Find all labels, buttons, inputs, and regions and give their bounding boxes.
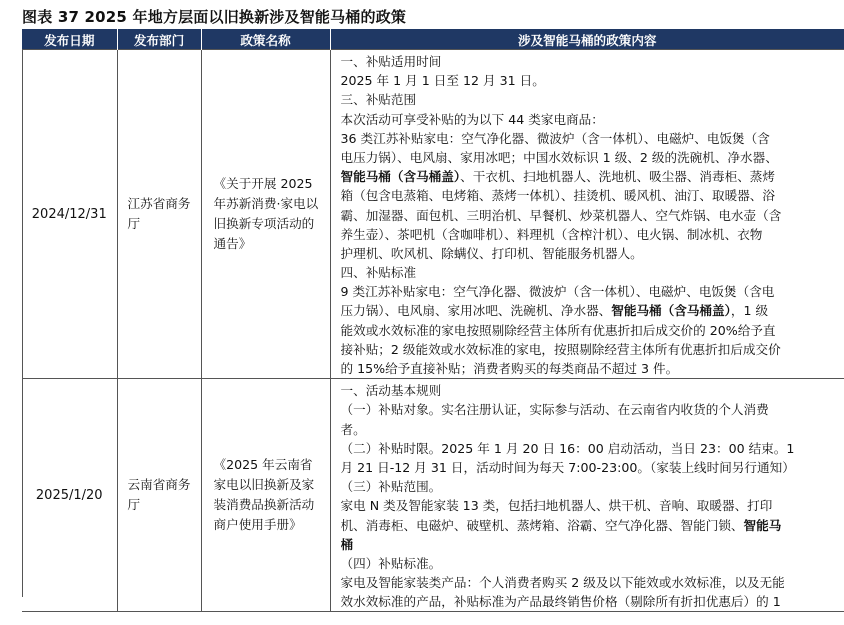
content-line bbox=[341, 167, 844, 186]
content-text: 机、消毒柜、电磁炉、破壁机、蒸烤箱、浴霸、空气净化器、智能门锁、 bbox=[340, 517, 744, 533]
content-text: 家电及智能家装类产品：个人消费者购买 2 级及以下能效或水效标准，以及无能 bbox=[340, 575, 785, 591]
content-line bbox=[341, 554, 844, 573]
highlight-text: 智能马桶（含马桶盖） bbox=[340, 169, 461, 185]
content-text: 能效或水效标准的家电按照剔除经营主体所有优惠折扣后成交价的 20%给予直 bbox=[340, 322, 776, 338]
content-line bbox=[341, 400, 844, 419]
table-left-border bbox=[22, 49, 23, 597]
content-text: 效水效标准的产品，补贴标准为产品最终销售价格（剔除所有折扣优惠后）的 1 bbox=[340, 594, 781, 610]
content-text: 一、补贴适用时间 bbox=[340, 54, 442, 69]
content-text: 电压力锅）、电风扇、家用冰吧；中国水效标识 1 级、2 级的洗碗机、净水器、 bbox=[340, 149, 778, 165]
content-line bbox=[341, 439, 844, 458]
content-text: 家电 N 类及智能家装 13 类，包括扫地机器人、烘干机、音响、取暖器、打印 bbox=[340, 498, 773, 514]
content-line bbox=[341, 129, 844, 148]
content-line bbox=[341, 359, 844, 378]
header-dept: 发布部门 bbox=[117, 29, 201, 50]
content-line bbox=[341, 52, 844, 71]
content-text: 月 21 日-12 月 31 日，活动时间为每天 7:00-23:00。（家装上线时间另行通知） bbox=[340, 459, 795, 475]
content-text: 一、活动基本规则 bbox=[340, 383, 442, 399]
content-text: 接补贴；2 级能效或水效标准的家电，按照剔除经营主体所有优惠折扣后成交价 bbox=[340, 341, 781, 357]
content-line bbox=[341, 282, 844, 301]
content-text: 三、补贴范围 bbox=[340, 92, 417, 108]
content-line bbox=[341, 206, 844, 225]
content-text: 9 类江苏补贴家电：空气净化器、微波炉（含一体机）、电磁炉、电饭煲（含电 bbox=[340, 284, 775, 300]
content-text: 养生壶）、茶吧机（含咖啡机）、料理机（含榨汁机）、电火锅、制冰机、衣物 bbox=[340, 226, 763, 242]
cell-date: 2025/1/20 bbox=[22, 379, 117, 612]
header-policy: 政策名称 bbox=[201, 29, 330, 50]
content-line bbox=[341, 458, 844, 477]
content-line bbox=[341, 516, 844, 535]
header-date: 发布日期 bbox=[22, 29, 117, 50]
highlight-text: 智能马 bbox=[743, 517, 782, 533]
content-line bbox=[341, 148, 844, 167]
cell-policy: 《关于开展 2025 年苏新消费·家电以旧换新专项活动的通告》 bbox=[201, 50, 330, 379]
content-text: 者。 bbox=[340, 421, 366, 437]
cell-policy: 《2025 年云南省家电以旧换新及家装消费品换新活动商户使用手册》 bbox=[201, 379, 330, 612]
content-line bbox=[341, 71, 844, 90]
content-line bbox=[341, 90, 844, 109]
content-line bbox=[341, 381, 844, 400]
table-header-row bbox=[22, 29, 844, 50]
content-text: （四）补贴标准。 bbox=[340, 555, 442, 571]
content-line bbox=[341, 301, 844, 320]
content-line bbox=[341, 244, 844, 263]
policy-table bbox=[22, 29, 844, 612]
content-block bbox=[341, 379, 844, 611]
cell-date: 2024/12/31 bbox=[22, 50, 117, 379]
content-line bbox=[341, 420, 844, 439]
content-block bbox=[341, 50, 844, 378]
content-text: （三）补贴范围。 bbox=[340, 479, 442, 495]
content-text: 压力锅）、电风扇、家用冰吧、洗碗机、净水器、 bbox=[340, 303, 612, 319]
header-content: 涉及智能马桶的政策内容 bbox=[330, 29, 844, 50]
figure-title: 图表 37 2025 年地方层面以旧换新涉及智能马桶的政策 bbox=[22, 8, 407, 26]
content-text: 霸、加湿器、面包机、三明治机、早餐机、炒菜机器人、空气炸锅、电水壶（含 bbox=[340, 207, 782, 223]
content-text: （二）补贴时限。2025 年 1 月 20 日 16：00 启动活动，当日 23：00 结束。1 bbox=[340, 440, 795, 456]
content-text: 、干衣机、扫地机器人、洗地机、吸尘器、消毒柜、蒸烤 bbox=[460, 169, 775, 185]
content-line bbox=[341, 340, 844, 359]
cell-content bbox=[330, 379, 844, 612]
table-row bbox=[22, 50, 844, 379]
highlight-text: 智能马桶（含马桶盖） bbox=[611, 303, 731, 319]
content-text: （一）补贴对象。实名注册认证，实际参与活动、在云南省内收货的个人消费 bbox=[340, 402, 769, 418]
content-text: 本次活动可享受补贴的为以下 44 类家电商品： bbox=[340, 111, 604, 127]
content-line bbox=[341, 186, 844, 205]
content-text: 四、补贴标准 bbox=[340, 265, 417, 281]
content-line bbox=[341, 535, 844, 554]
content-text: ，1 级 bbox=[730, 303, 769, 319]
content-line bbox=[341, 477, 844, 496]
content-line bbox=[341, 592, 844, 611]
content-line bbox=[341, 110, 844, 129]
content-line bbox=[341, 321, 844, 340]
cell-dept: 云南省商务厅 bbox=[117, 379, 201, 612]
table-row bbox=[22, 379, 844, 612]
content-text: 箱（包含电蒸箱、电烤箱、蒸烤一体机）、挂烫机、暖风机、油汀、取暖器、浴 bbox=[340, 188, 775, 204]
content-text: 护理机、吹风机、除螨仪、打印机、智能服务机器人。 bbox=[340, 245, 643, 261]
content-line bbox=[341, 263, 844, 282]
content-line bbox=[341, 225, 844, 244]
content-text: 2025 年 1 月 1 日至 12 月 31 日。 bbox=[340, 73, 545, 89]
highlight-text: 桶 bbox=[340, 536, 354, 552]
content-line bbox=[341, 496, 844, 515]
cell-content bbox=[330, 50, 844, 379]
content-line bbox=[341, 573, 844, 592]
cell-dept: 江苏省商务厅 bbox=[117, 50, 201, 379]
content-text: 的 15%给予直接补贴；消费者购买的每类商品不超过 3 件。 bbox=[340, 361, 679, 376]
content-text: 36 类江苏补贴家电：空气净化器、微波炉（含一体机）、电磁炉、电饭煲（含 bbox=[340, 130, 770, 146]
